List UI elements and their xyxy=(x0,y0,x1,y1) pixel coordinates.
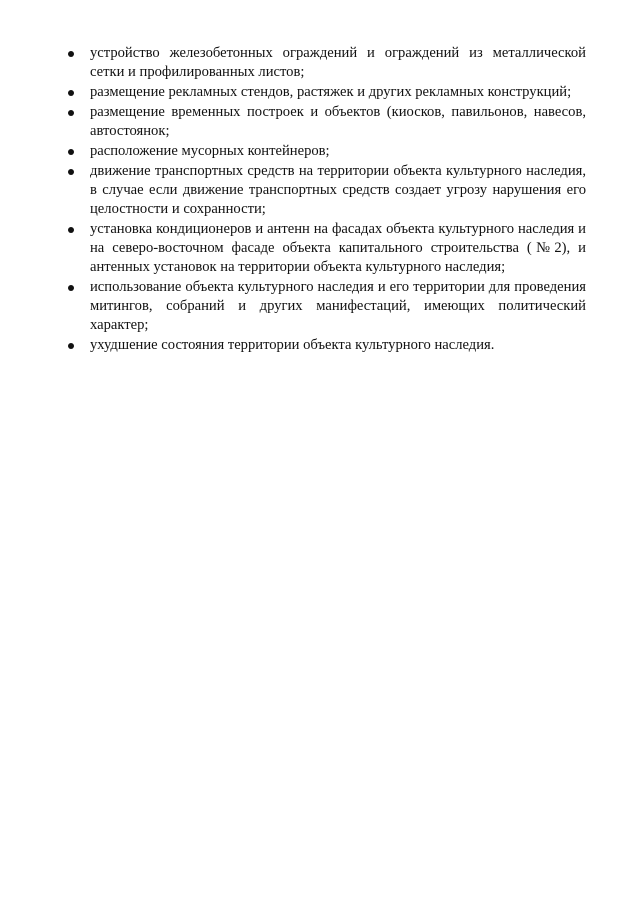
restrictions-bullet-list xyxy=(68,44,586,356)
list-item xyxy=(68,83,586,102)
list-item xyxy=(68,142,586,161)
list-item xyxy=(68,44,586,82)
list-item xyxy=(68,336,586,355)
bullet-icon xyxy=(68,149,74,155)
bullet-icon xyxy=(68,51,74,57)
bullet-icon xyxy=(68,110,74,116)
bullet-icon xyxy=(68,285,74,291)
bullet-icon xyxy=(68,227,74,233)
list-item-text: устройство железобетонных ограждений и ограждений из металлической сетки и профилированных листов; xyxy=(90,45,586,80)
bullet-icon xyxy=(68,343,74,349)
bullet-icon xyxy=(68,90,74,96)
list-item-text: расположение мусорных контейнеров; xyxy=(90,143,330,159)
list-item-text: установка кондиционеров и антенн на фасадах объекта культурного наследия и на северо-восточном фасаде объекта капитального строительства (№2), и антенных установок на территории объекта культурного наследия; xyxy=(90,221,586,275)
list-item-text: движение транспортных средств на территории объекта культурного наследия, в случае если движение транспортных средств создает угрозу нарушения его целостности и сохранности; xyxy=(90,163,586,217)
list-item-text: размещение рекламных стендов, растяжек и других рекламных конструкций; xyxy=(90,84,572,100)
list-item-text: ухудшение состояния территории объекта культурного наследия. xyxy=(90,337,495,353)
list-item xyxy=(68,278,586,335)
list-item-text: размещение временных построек и объектов (киосков, павильонов, навесов, автостоянок; xyxy=(90,104,586,139)
list-item-text: использование объекта культурного наследия и его территории для проведения митингов, собраний и других манифестаций, имеющих политический характер; xyxy=(90,279,586,333)
bullet-icon xyxy=(68,169,74,175)
list-item xyxy=(68,220,586,277)
list-item xyxy=(68,103,586,141)
list-item xyxy=(68,162,586,219)
